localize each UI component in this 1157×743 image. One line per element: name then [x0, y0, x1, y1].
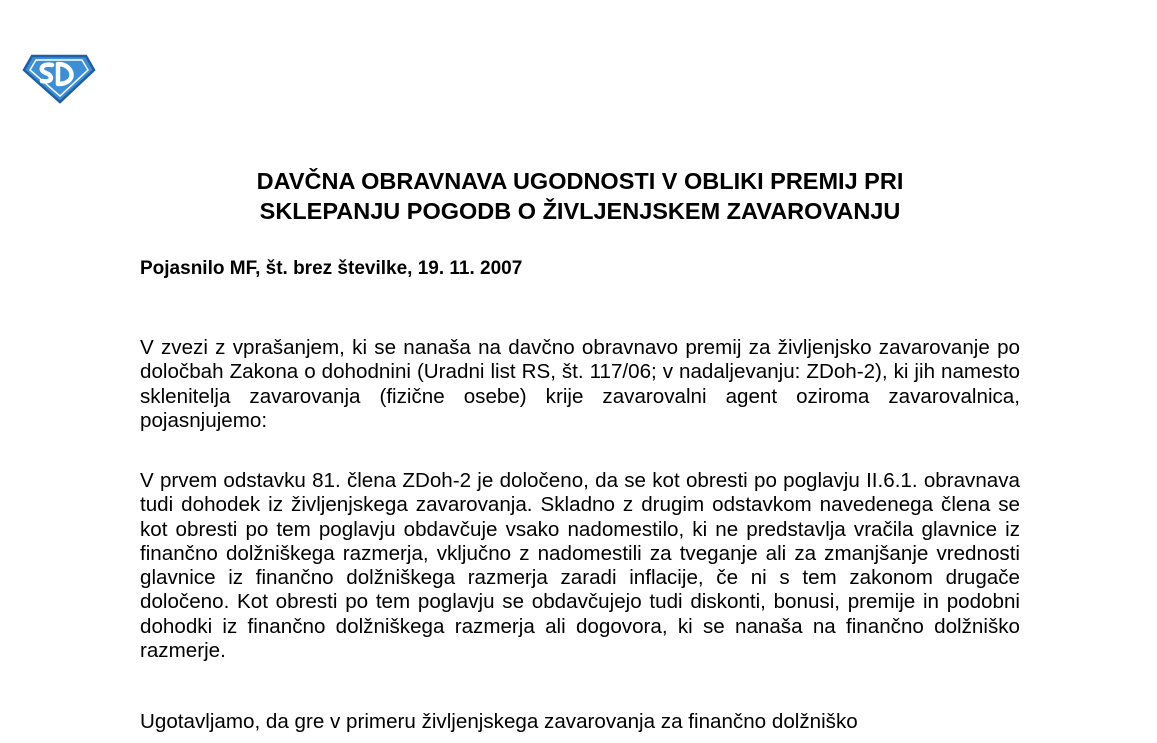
- document-title: [140, 166, 1020, 226]
- title-line-2: SKLEPANJU POGODB O ŽIVLJENJSKEM ZAVAROVANJU: [259, 198, 901, 224]
- paragraph-1: V zvezi z vprašanjem, ki se nanaša na davčno obravnavo premij za življenjsko zavarovanje po določbah Zakona o dohodnini (Uradni list RS, št. 117/06; v nadaljevanju: ZDoh-2), ki jih namesto sklenitelja zavarovanja (fizične osebe) krije zavarovalni agent oziroma zavarovalnica, pojasnjujemo:: [140, 336, 1020, 432]
- document-subtitle: Pojasnilo MF, št. brez številke, 19. 11. 2007: [140, 258, 523, 279]
- logo-shield-icon: [22, 50, 96, 104]
- title-line-1: DAVČNA OBRAVNAVA UGODNOSTI V OBLIKI PREMIJ PRI: [256, 168, 904, 194]
- paragraph-3: Ugotavljamo, da gre v primeru življenjskega zavarovanja za finančno dolžniško: [140, 710, 858, 733]
- paragraph-2: V prvem odstavku 81. člena ZDoh-2 je določeno, da se kot obresti po poglavju II.6.1. obravnava tudi dohodek iz življenjskega zavarovanja. Skladno z drugim odstavkom navedenega člena se kot obresti po tem poglavju obdavčuje vsako nadomestilo, ki ne predstavlja vračila glavnice iz finančno dolžniškega razmerja, vključno z nadomestili za tveganje ali za zmanjšanje vrednosti glavnice iz finančno dolžniškega razmerja zaradi inflacije, če ni s tem zakonom drugače določeno. Kot obresti po tem poglavju se obdavčujejo tudi diskonti, bonusi, premije in podobni dohodki iz finančno dolžniškega razmerja ali dogovora, ki se nanaša na finančno dolžniško razmerje.: [140, 469, 1020, 663]
- company-logo: [22, 50, 96, 104]
